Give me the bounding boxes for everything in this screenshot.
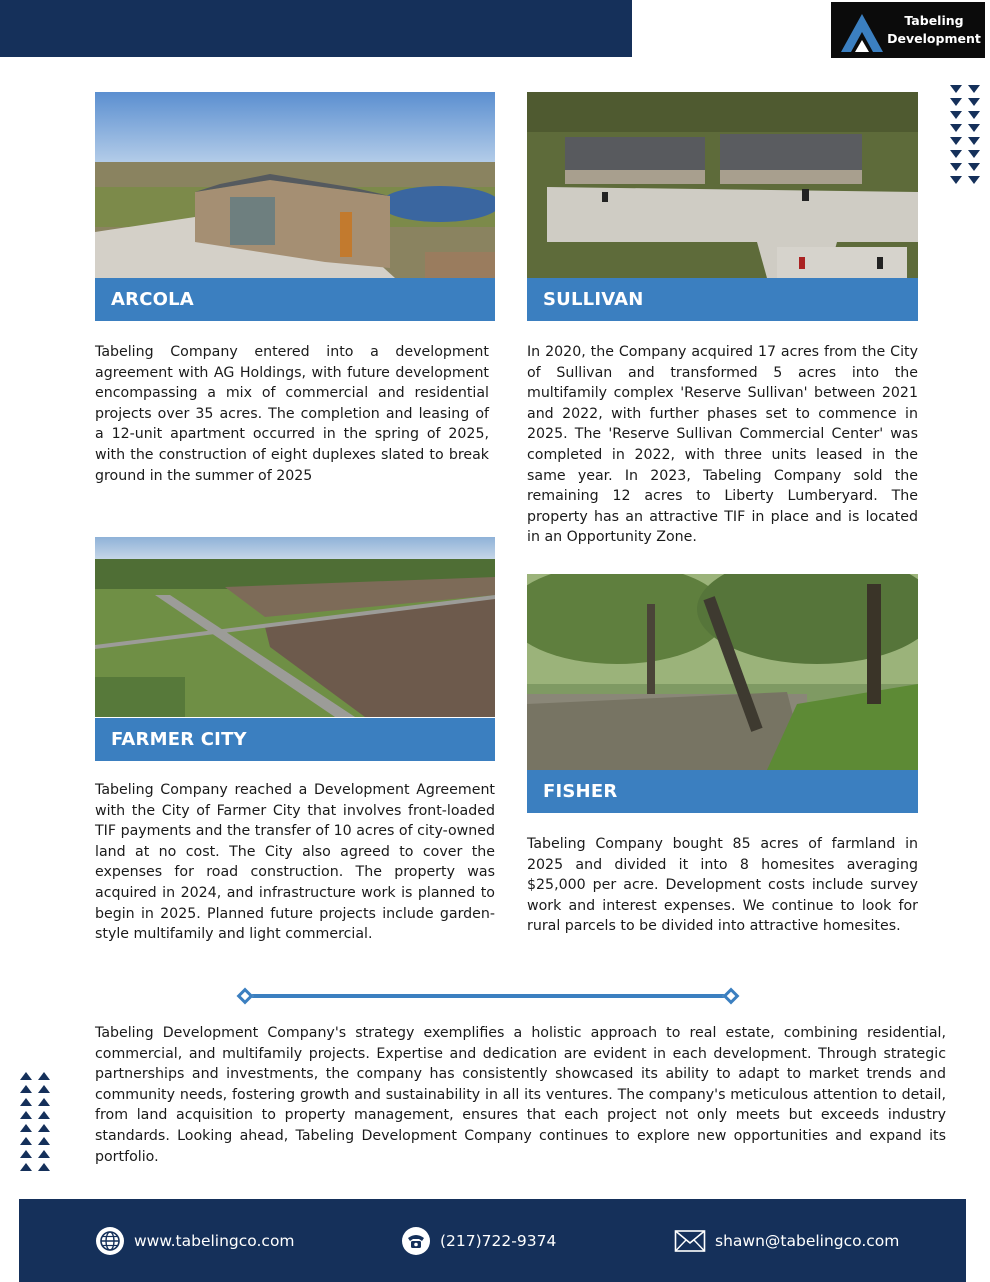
- logo-line-2: Development: [887, 31, 981, 46]
- header-bar: [0, 0, 632, 57]
- project-label-arcola: ARCOLA: [95, 278, 495, 321]
- section-divider: [236, 988, 740, 1004]
- email-link[interactable]: shawn@tabelingco.com: [715, 1231, 900, 1250]
- email-contact[interactable]: [674, 1199, 899, 1282]
- globe-icon: [95, 1226, 125, 1256]
- divider-diamond-right-icon: [723, 988, 740, 1005]
- company-summary: Tabeling Development Company's strategy exemplifies a holistic approach to real estate, combining residential, commercial, and multifamily projects. Expertise and dedication are evident in each development. Through strategic partnerships and investments, the company has consistently showcased its ability to adapt to market trends and community needs, fostering growth and sustainability in all its ventures. The company's meticulous attention to detail, from land acquisition to property management, ensures that each project not only meets but exceeds industry standards. Looking ahead, Tabeling Development Company continues to explore new opportunities and expand its portfolio.: [95, 1025, 946, 1165]
- up-triangles-decoration-icon: [18, 1070, 54, 1174]
- project-label-sullivan: SULLIVAN: [527, 278, 918, 321]
- company-logo: [831, 2, 985, 58]
- project-label-fisher: FISHER: [527, 770, 918, 813]
- divider-diamond-left-icon: [237, 988, 254, 1005]
- arcola-photo: [95, 92, 495, 278]
- project-description-sullivan: In 2020, the Company acquired 17 acres from the City of Sullivan and transformed 5 acres into the multifamily complex 'Reserve Sullivan' between 2021 and 2022, with further phases set to commence in 2025. The 'Reserve Sullivan Commercial Center' was completed in 2022, with three units leased in the same year. In 2023, Tabeling Company sold the remaining 12 acres to Liberty Lumberyard. The property has an attractive TIF in place and is located in an Opportunity Zone.: [527, 344, 918, 546]
- project-description-arcola: Tabeling Company entered into a development agreement with AG Holdings, with future development encompassing a mix of commercial and residential projects over 35 acres. The completion and leasing of a 12-unit apartment occurred in the spring of 2025, with the construction of eight duplexes slated to break ground in the summer of 2025: [95, 344, 489, 484]
- project-description-fisher: Tabeling Company bought 85 acres of farmland in 2025 and divided it into 8 homesites averaging $25,000 per acre. Development costs include survey work and interest expenses. We continue to look for rural parcels to be divided into attractive homesites.: [527, 836, 918, 935]
- footer-bar: [19, 1199, 966, 1282]
- logo-mark-icon: [837, 10, 887, 54]
- logo-line-1: Tabeling: [904, 13, 964, 28]
- website-link[interactable]: www.tabelingco.com: [134, 1231, 295, 1250]
- website-contact[interactable]: [95, 1199, 295, 1282]
- project-description-farmer-city: Tabeling Company reached a Development Agreement with the City of Farmer City that involves front-loaded TIF payments and the transfer of 10 acres of city-owned land at no cost. The City also agreed to cover the expenses for road construction. The property was acquired in 2024, and infrastructure work is planned to begin in 2025. Planned future projects include garden-style multifamily and light commercial.: [95, 782, 495, 943]
- envelope-icon: [674, 1229, 706, 1253]
- phone-contact[interactable]: [401, 1199, 556, 1282]
- fisher-photo: [527, 574, 918, 770]
- sullivan-photo: [527, 92, 918, 278]
- phone-number[interactable]: (217)722-9374: [440, 1231, 557, 1250]
- farmer-city-photo: [95, 537, 495, 717]
- project-label-farmer-city: FARMER CITY: [95, 718, 495, 761]
- phone-icon: [401, 1226, 431, 1256]
- down-triangles-decoration-icon: [948, 84, 984, 186]
